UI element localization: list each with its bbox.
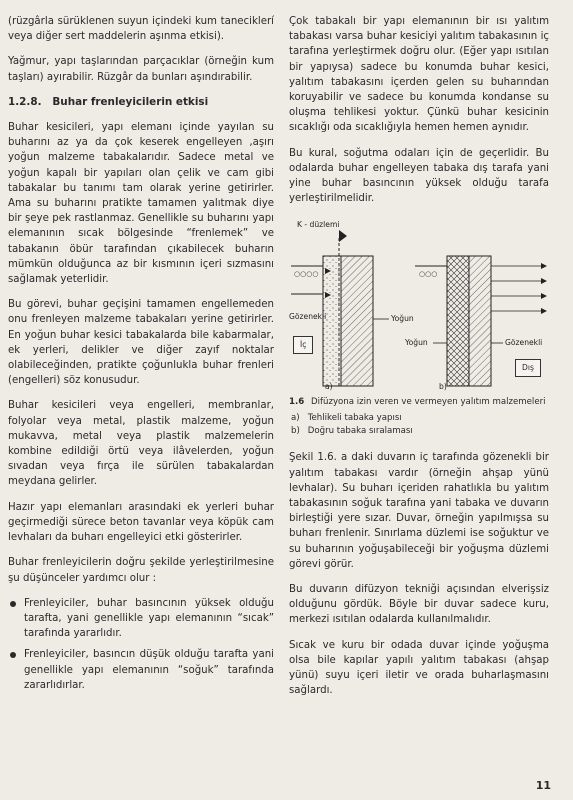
dense-label-b: Yoğun — [405, 338, 428, 348]
paragraph: (rüzgârla sürüklenen suyun içindeki kum taneciklerí veya diğer sert maddelerin aşınma etkisi). — [8, 16, 274, 43]
bullet-item: Frenleyiciler, basıncın düşük olduğu tarafta yani genellikle yapı elemanının “soğuk” tarafında zararlıdırlar. — [8, 647, 274, 693]
section-title: Buhar frenleyicilerin etkisi — [52, 95, 209, 108]
paragraph: Buhar frenleyicilerin doğru şekilde yerleştirilmesine şu düşünceler yardımcı olur : — [8, 557, 274, 584]
paragraph: Şekil 1.6. a daki duvarın iç tarafında gözenekli bir yalıtım tabakası vardır (örneğin ahşap yünü levhalar). Su buharı içeriden rahatlıkla bu yalıtım tabakasının soğuk tarafına yani tabaka ve duvarın birleştiği yere sızar. Duvar, örneğin yapılmışsa su buharı frenlenir. Sınırlama düzlemi ise soğuktur ve su buharının yoğuşabileceği bir yoğuşma düzlemi görevi görür. — [289, 452, 549, 570]
paragraph: Bu kural, soğutma odaları için de geçerlidir. Bu odalarda buhar engelleyen tabaka dış tarafa yani yine buhar basıncının yüksek olduğu tarafa yerleştirilmelidir. — [289, 147, 549, 205]
svg-text:○○○○: ○○○○ — [294, 270, 319, 279]
wall-diagram-drawing — [289, 216, 549, 394]
porous-label-right: Gözenekli — [505, 338, 543, 348]
figure-legend-item: b) Doğru tabaka sıralaması — [291, 426, 413, 437]
sub-label-b: b) — [439, 382, 447, 392]
figure-caption — [289, 396, 549, 408]
figure-legend-item: a) Tehlikeli tabaka yapısı — [291, 413, 402, 424]
paragraph: Bu görevi, buhar geçişini tamamen engellemeden onu frenleyen malzeme tabakaları yerine getirirler. En yoğun buhar kesici tabakalarda bile kabarmalar, ek yerleri, delikler ve diğer zayıf noktalar olabileceğinden, pratikte çoğunlukla buhar frenleri (engelleri) söz konusudur. — [8, 299, 274, 387]
bullet-item: Frenleyiciler, buhar basıncının yüksek olduğu tarafta, yani genellikle yapı elemanının “sıcak” tarafında yararlıdır. — [8, 596, 274, 642]
paragraph: Yağmur, yapı taşlarından parçacıklar (örneğin kum taşları) ayırabilir. Rüzgâr da bunları aşındırabilir. — [8, 56, 274, 83]
sub-label-a: a) — [325, 382, 333, 392]
k-plane-label: K - düzlemi — [297, 220, 340, 230]
figure-wall-diagram — [289, 216, 549, 394]
page-number: 11 — [535, 779, 551, 792]
paragraph: Hazır yapı elemanları arasındaki ek yerleri buhar geçirmediği sürece beton tavanlar veya köpük cam levhaları da buharı engelleyici etki gösterirler. — [8, 501, 274, 544]
inside-label: İç — [293, 336, 313, 353]
figure-legend — [289, 412, 549, 438]
paragraph: Çok tabakalı bir yapı elemanının bir ısı yalıtım tabakası varsa buhar kesiciyi yalıtım tabakasının iç tarafına yerleştirmek doğru olur. (Eğer yapı ısıtılan bir yapıysa) sadece bu konumda buhar kesici, yalıtım tabakasını içerden gelen su buharından koruyabilir ve sadece bu konumda kondanse su oluşma tehlikesi yoktur. Çünkü buhar kesicinin sıcaklığı oda sıcaklığıyla hemen hemen aynıdır. — [289, 16, 549, 134]
paragraph: Buhar kesicileri, yapı elemanı içinde yayılan su buharını az ya da çok keserek engelleyen ,aşırı yoğun malzeme tabakalarıdır. Sadece metal ve yoğun kapalı bir yapıları olan çelik ve cam gibi tabakalar bu tanımı tam olarak yerine getirirler. Ama su buharını pratikte tamamen yalıtmak diye bir şeye pek rastlanmaz. Genellikle su buharını yapı elemanının sıcak bölgesinde “frenlemek” ve tabakanın öbür tarafından çıkabilecek buharın mümkün olduğunca az bir kısmının içeri sızmasını sağlamak yeterlidir. — [8, 122, 274, 286]
section-heading — [8, 95, 274, 110]
paragraph: Bu duvarın difüzyon tekniği açısından elverişsiz olduğunu gördük. Böyle bir duvar sadece kuru, merkezi ısıtılan odalarda kullanılmalıdır. — [289, 584, 549, 626]
section-number: 1.2.8. — [8, 95, 42, 108]
bullet-list — [8, 596, 274, 693]
porous-label-left: Gözenekli — [289, 312, 327, 322]
right-column — [289, 14, 549, 708]
figure-caption-text: Difüzyona izin veren ve vermeyen yalıtım malzemeleri — [310, 397, 546, 408]
left-column — [8, 14, 274, 699]
dense-label-a: Yoğun — [391, 314, 414, 324]
paragraph: Buhar kesicileri veya engelleri, membranlar, folyolar veya metal, plastik malzeme, yoğun mukavva, metal veya plastik malzemelerin kombine edildiği örtü veya ilâvelerden, yoğun sıvadan veya fırça ile sürülen tabakalardan meydana gelirler. — [8, 400, 274, 488]
paragraph: Sıcak ve kuru bir odada duvar içinde yoğuşma olsa bile kapılar yapılı yalıtım tabakası (ahşap yünü) suyu içeri iletir ve orada buharlaşmasını sağlardı. — [289, 639, 549, 697]
outside-label: Dış — [515, 359, 541, 376]
figure-number: 1.6 — [289, 397, 305, 408]
svg-text:○○○: ○○○ — [419, 270, 438, 279]
